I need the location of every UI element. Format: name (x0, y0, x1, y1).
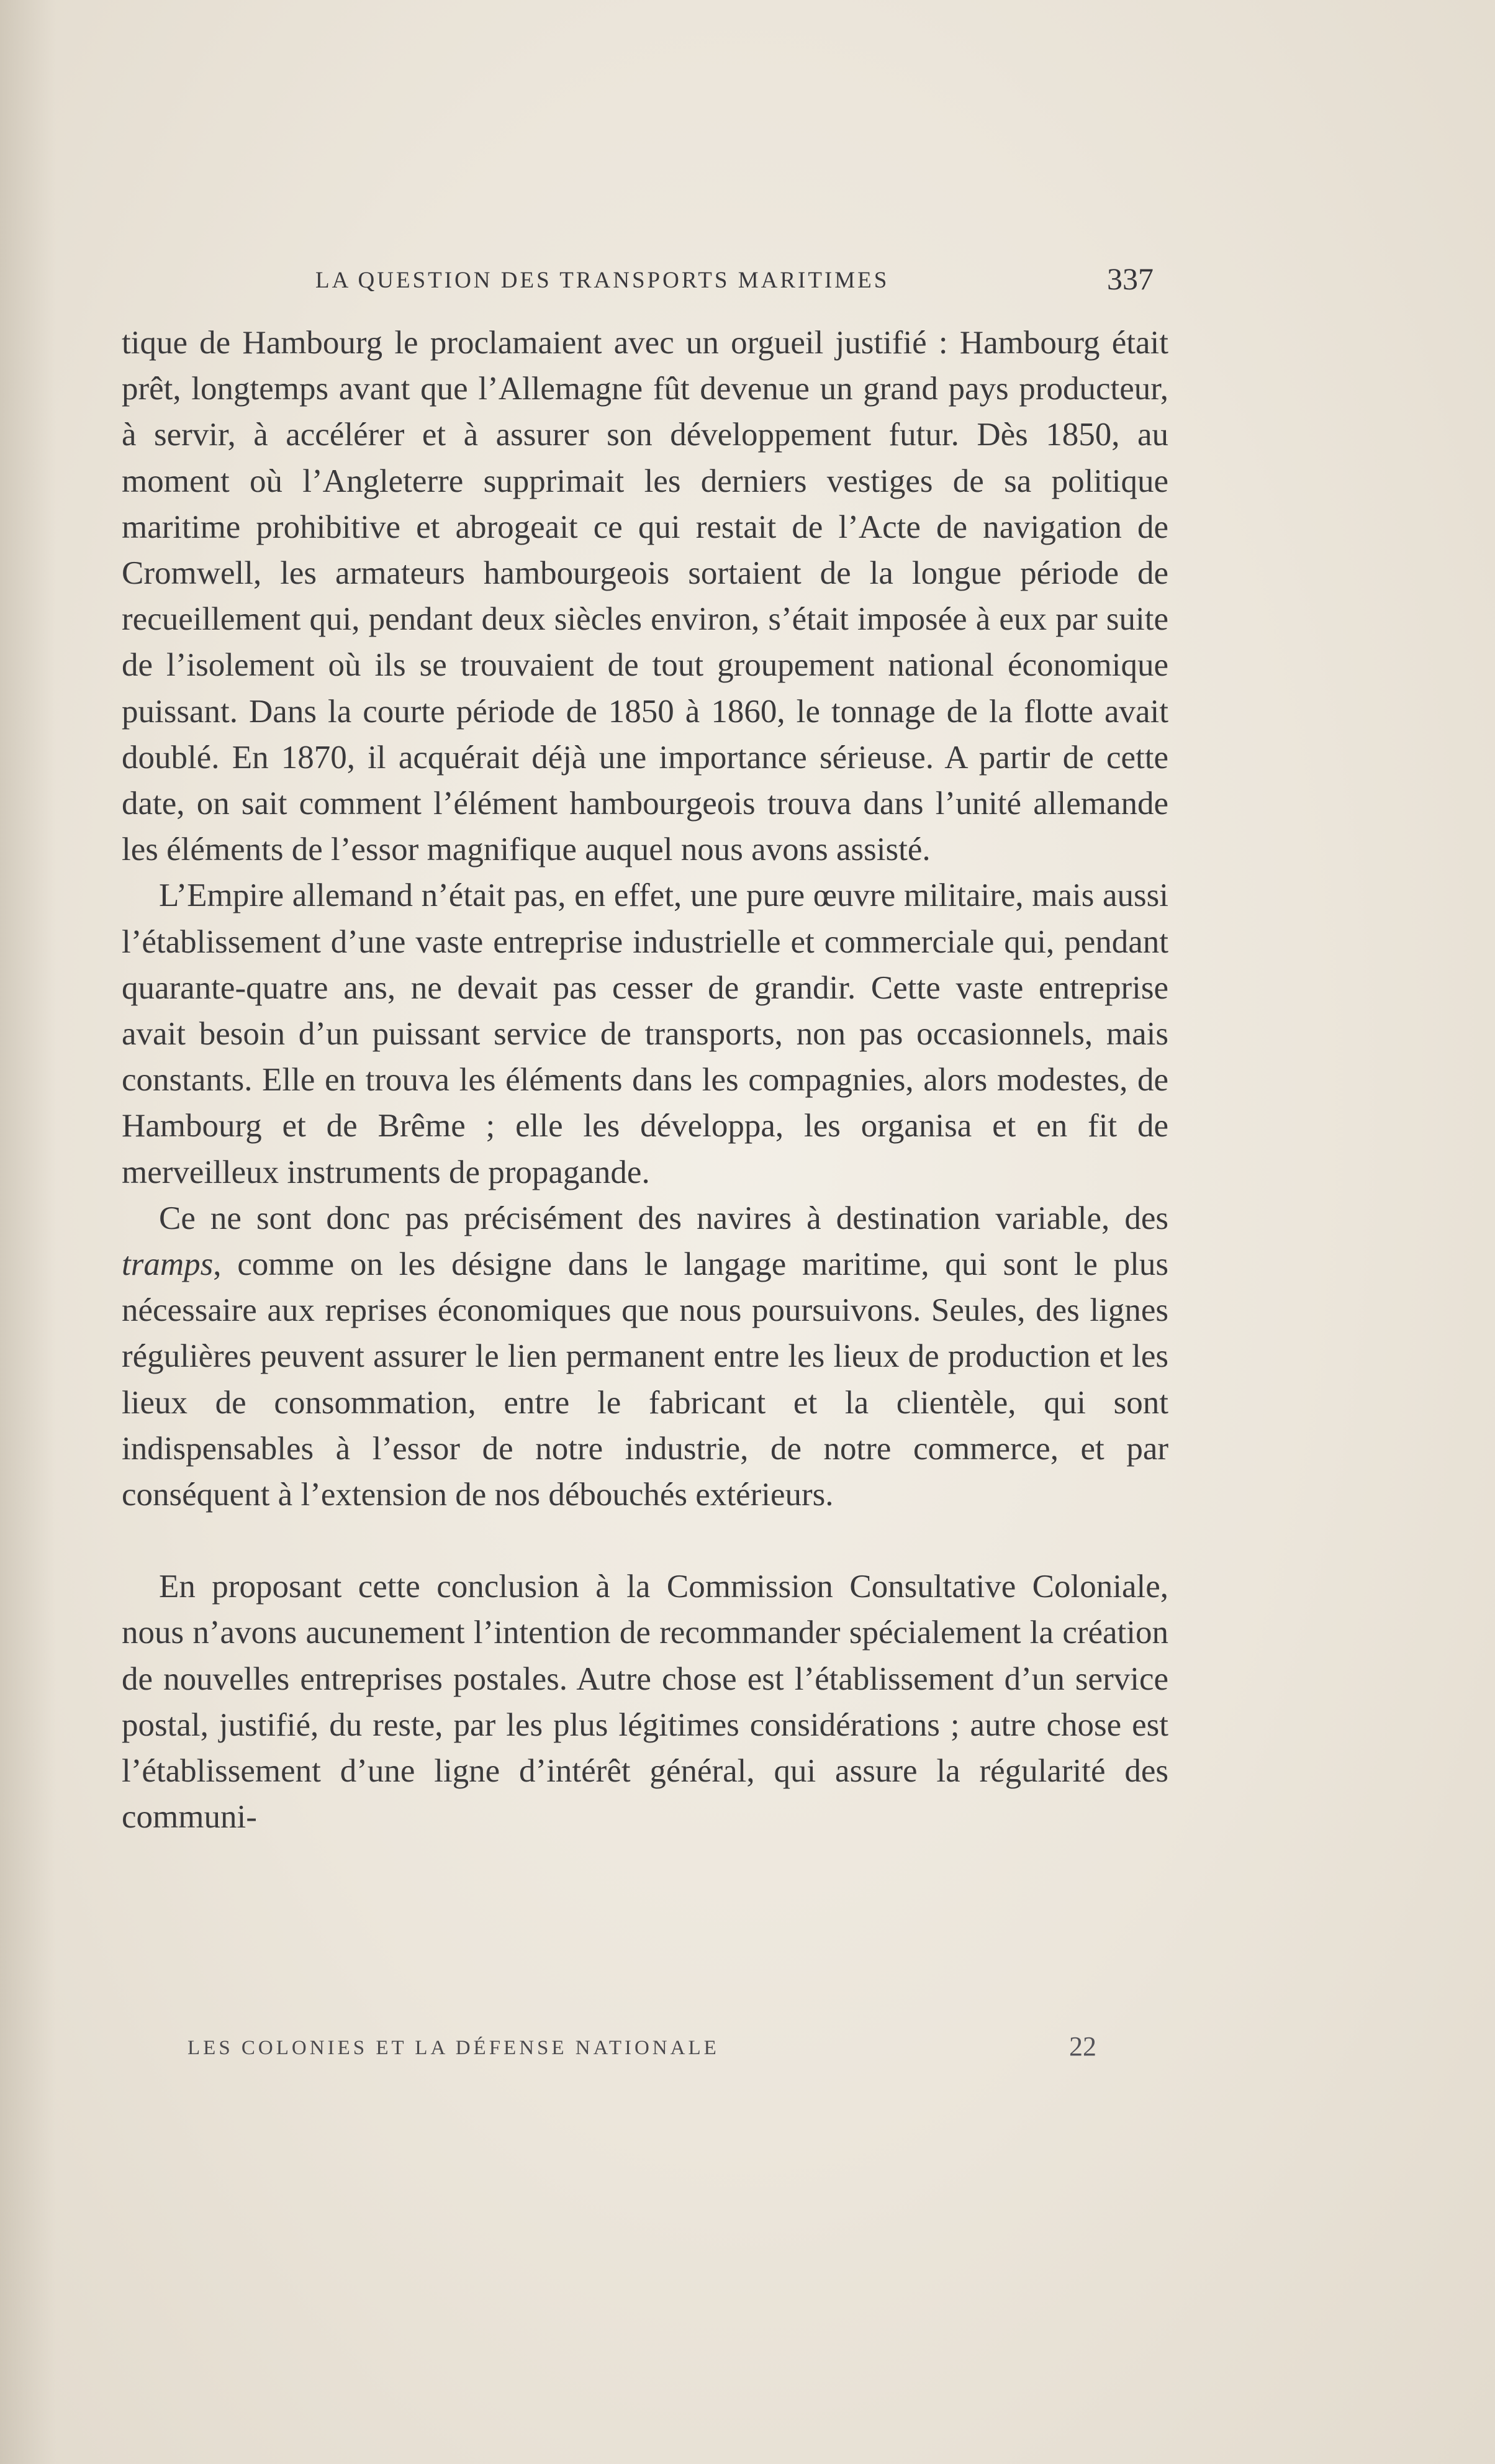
signature-line: LES COLONIES ET LA DÉFENSE NATIONALE (187, 2037, 720, 2059)
page-header (122, 261, 1154, 304)
paragraph-text: tique de Hambourg le proclamaient avec un orgueil justifié : Hambourg était prêt, longtemps avant que l’Allemagne fût devenue un grand pays producteur, à servir, à accélérer et à assurer son développement futur. Dès 1850, au moment où l’Angleterre supprimait les derniers vestiges de sa politique maritime prohibitive et abrogeait ce qui restait de l’Acte de navigation de Cromwell, les armateurs hambourgeois sortaient de la longue période de recueillement qui, pendant deux siècles environ, s’était imposée à eux par suite de l’isolement où ils se trouvaient de tout groupement national économique puissant. Dans la courte période de 1850 à 1860, le tonnage de la flotte avait doublé. En 1870, il acquérait déjà une importance sérieuse. A partir de cette date, on sait comment l’élément hambourgeois trouva dans l’unité allemande les éléments de l’essor magnifique auquel nous avons assisté. (122, 325, 1168, 868)
paragraph-2 (122, 872, 1168, 1195)
running-title: LA QUESTION DES TRANSPORTS MARITIMES (315, 268, 890, 293)
page-body (122, 320, 1168, 1841)
italic-term-tramps: tramps (122, 1246, 214, 1283)
paragraph-3 (122, 1195, 1168, 1518)
page-footer (122, 2031, 1154, 2068)
paragraph-text: , comme on les désigne dans le langage maritime, qui sont le plus nécessaire aux reprises économiques que nous poursuivons. Seules, des lignes régulières peuvent assurer le lien permanent entre les lieux de production et les lieux de consommation, entre le fabricant et la clientèle, qui sont indispensables à l’essor de notre industrie, de notre commerce, et par conséquent à l’extension de nos débouchés extérieurs. (122, 1246, 1168, 1513)
sheet-number: 22 (1069, 2031, 1096, 2062)
page-number: 337 (1107, 261, 1154, 296)
paragraph-text: L’Empire allemand n’était pas, en effet, une pure œuvre militaire, mais aussi l’établissement d’une vaste entreprise industrielle et commerciale qui, pendant quarante-quatre ans, ne devait pas cesser de grandir. Cette vaste entreprise avait besoin d’un puissant service de transports, non pas occasionnels, mais constants. Elle en trouva les éléments dans les compagnies, alors modestes, de Hambourg et de Brême ; elle les développa, les organisa et en fit de merveilleux instruments de propagande. (122, 877, 1168, 1190)
paragraph-1 (122, 320, 1168, 872)
paragraph-4 (122, 1564, 1168, 1840)
paragraph-text: En proposant cette conclusion à la Commission Consultative Coloniale, nous n’avons aucunement l’intention de recommander spécialement la création de nouvelles entreprises postales. Autre chose est l’établissement d’un service postal, justifié, du reste, par les plus légitimes considérations ; autre chose est l’établissement d’une ligne d’intérêt général, qui assure la régularité des communi- (122, 1569, 1168, 1836)
paragraph-text: Ce ne sont donc pas précisément des navires à destination variable, des (159, 1200, 1168, 1236)
